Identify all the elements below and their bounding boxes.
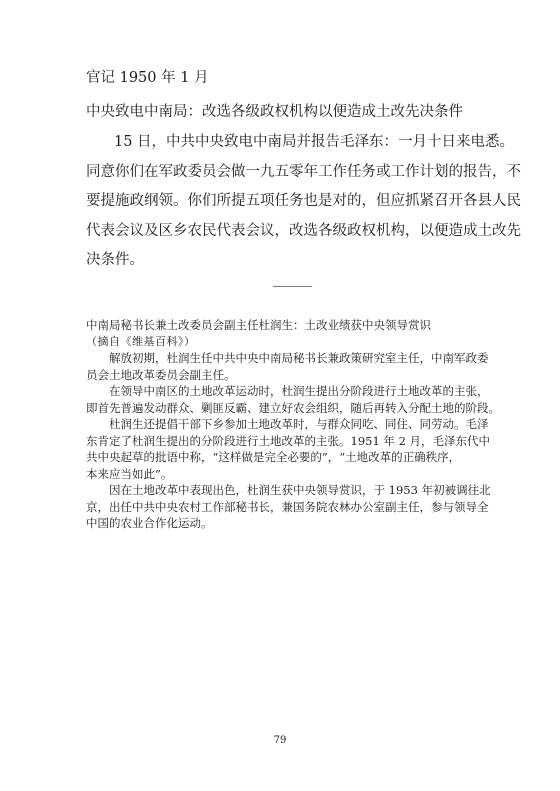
main-paragraph <box>86 128 521 276</box>
excerpt-line: 本来应当如此”。 <box>86 466 173 481</box>
section-title: 中央致电中南局：改选各级政权机构以便造成土改先决条件 <box>86 104 463 120</box>
text-line: 决条件。 <box>86 252 144 268</box>
excerpt-line: 共中央起草的批语中称，“这样做是完全必要的”，“土地改革的正确秩序， <box>86 450 461 464</box>
excerpt-line: 即首先普遍发动群众、剿匪反霸、建立好农会组织，随后再转入分配土地的阶段。 <box>86 400 500 415</box>
excerpt-line: 在领导中南区的土地改革运动时，杜润生提出分阶段进行土地改革的主张， <box>109 384 489 398</box>
excerpt-title: 中南局秘书长兼土改委员会副主任杜润生：土改业绩获中央领导赏识 <box>86 318 431 332</box>
excerpt-line: 解放初期，杜润生任中共中央中南局秘书长兼政策研究室主任，中南军政委 <box>109 351 489 365</box>
text-line: 代表会议及区乡农民代表会议，改选各级政权机构，以便造成土改先 <box>86 222 521 239</box>
excerpt-line: 中国的农业合作化运动。 <box>86 516 213 530</box>
text-line: 要提施政纲领。你们所提五项任务也是对的，但应抓紧召开各县人民 <box>86 193 521 209</box>
excerpt-block <box>86 317 500 532</box>
date-heading: 官记 1950 年 1 月 <box>86 70 209 86</box>
text-line: 15 日，中共中央致电中南局并报告毛泽东：一月十日来电悉。 <box>114 134 515 150</box>
excerpt-source: （摘自《维基百科》） <box>86 334 196 348</box>
separator-line: ——————— <box>273 281 312 292</box>
excerpt-line: 员会土地改革委员会副主任。 <box>86 367 236 382</box>
excerpt-line: 东肯定了杜润生提出的分阶段进行土地改革的主张。1951 年 2 月，毛泽东代中 <box>86 433 491 448</box>
text-line: 同意你们在军政委员会做一九五零年工作任务或工作计划的报告，不 <box>86 163 521 180</box>
excerpt-line: 杜润生还提倡干部下乡参加土地改革时，与群众同吃、同住、同劳动。毛泽 <box>109 417 489 431</box>
excerpt-line: 因在土地改革中表现出色，杜润生获中央领导赏识，于 1953 年初被调往北 <box>109 483 491 497</box>
excerpt-line: 京，出任中共中央农村工作部秘书长，兼国务院农林办公室副主任，参与领导全 <box>86 499 489 514</box>
page-number: 79 <box>273 735 287 746</box>
